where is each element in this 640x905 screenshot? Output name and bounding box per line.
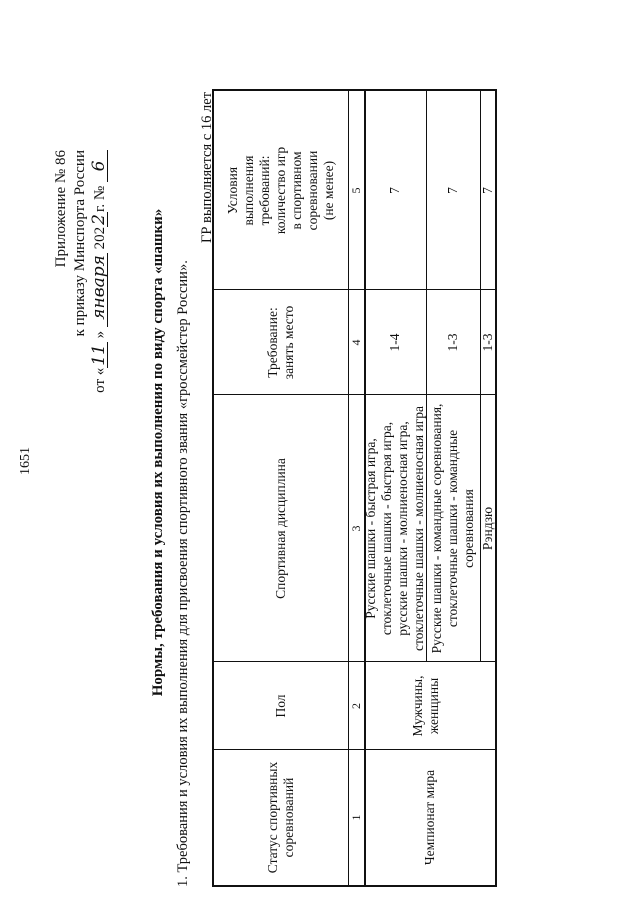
year-prefix: 202 xyxy=(92,226,108,250)
age-note: ГР выполняется с 16 лет xyxy=(199,92,215,244)
status-cell: Чемпионат мира xyxy=(421,769,437,866)
header-status: Статус спортивных соревнований xyxy=(265,761,296,874)
header-discipline: Спортивная дисциплина xyxy=(273,458,288,599)
date-mid: » xyxy=(92,330,108,339)
order-date-line xyxy=(91,150,110,393)
handwritten-year-digit: 2 xyxy=(89,214,109,225)
column-number: 2 xyxy=(349,703,363,709)
gender-cell: Мужчины, женщины xyxy=(410,675,441,737)
document-title: Нормы, требования и условия их выполнения по виду спорта «шашки» xyxy=(150,208,166,697)
column-number: 1 xyxy=(349,814,363,821)
date-prefix: от « xyxy=(92,367,108,393)
order-reference: к приказу Минспорта России xyxy=(72,150,88,337)
column-number: 5 xyxy=(349,187,363,194)
page-number: 1651 xyxy=(18,447,33,475)
discipline-cell: Русские шашки - командные соревнования, стоклеточные шашки - командные соревнования xyxy=(429,403,476,654)
games-cell: 7 xyxy=(387,187,402,194)
header-place: Требование: занять место xyxy=(265,305,296,380)
discipline-cell: Рэндзю xyxy=(479,506,495,551)
section-heading: 1. Требования и условия их выполнения для присвоения спортивного звания «гроссмейстер России». xyxy=(175,260,191,887)
column-number: 4 xyxy=(349,339,363,346)
appendix-label: Приложение № 86 xyxy=(53,150,69,268)
games-cell: 7 xyxy=(479,187,495,194)
header-conditions: Условия выполнения требований: количество игр в спортивном соревновании (не менее) xyxy=(225,146,336,235)
column-number: 3 xyxy=(349,525,363,532)
handwritten-order-number: 6 xyxy=(91,150,108,182)
place-cell: 1-3 xyxy=(445,333,460,352)
handwritten-day: 11 xyxy=(89,344,109,366)
games-cell: 7 xyxy=(445,187,460,194)
header-gender: Пол xyxy=(273,694,288,718)
place-cell: 1-3 xyxy=(479,333,495,352)
discipline-cell: Русские шашки - быстрая игра, стоклеточные шашки - быстрая игра, русские шашки - молниеносная игра, стоклеточные шашки - молниеносная игра xyxy=(363,405,426,652)
place-cell: 1-4 xyxy=(387,333,402,352)
year-suffix: г. № xyxy=(92,185,108,213)
requirements-table xyxy=(212,89,497,887)
handwritten-month: января xyxy=(91,253,108,327)
